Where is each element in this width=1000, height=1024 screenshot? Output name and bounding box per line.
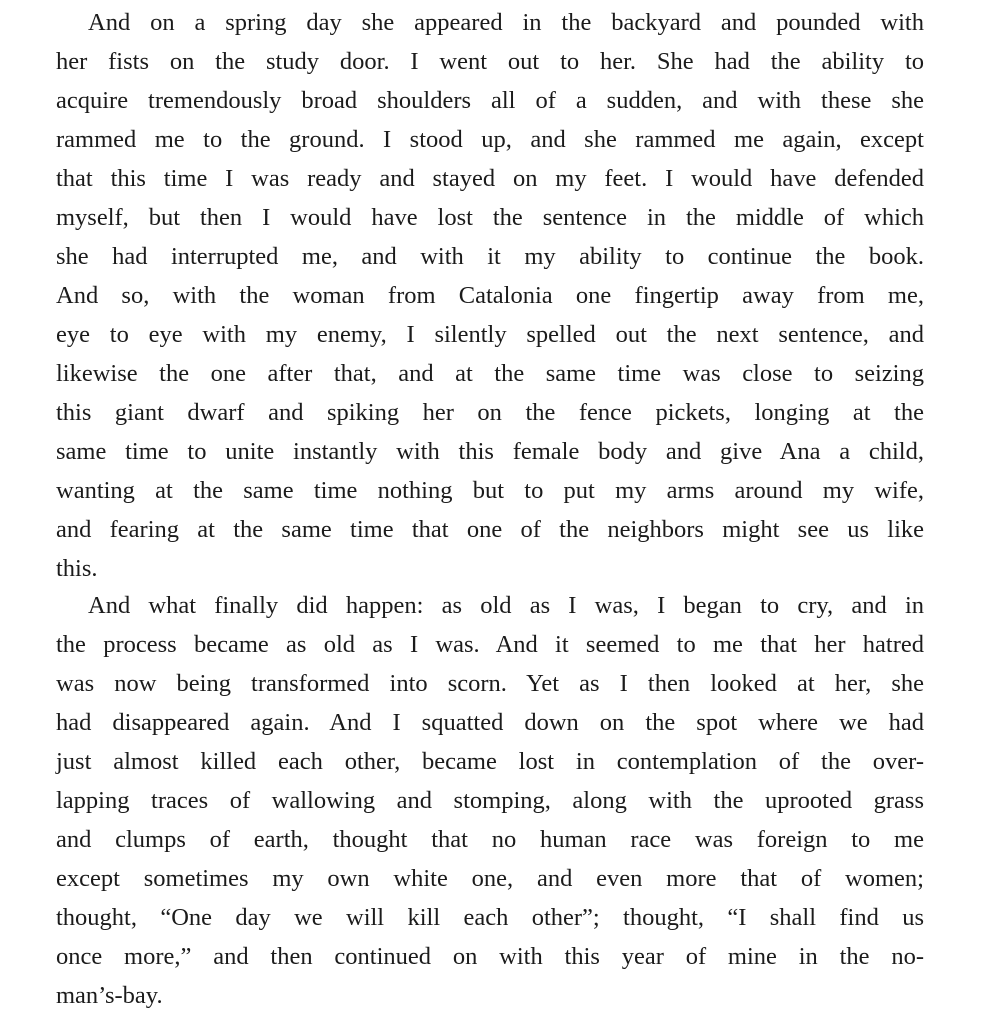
text-line: And what finally did happen: as old as I was, I began to cry, and in <box>88 592 924 619</box>
text-line: that this time I was ready and stayed on my feet. I would have defended <box>56 165 924 192</box>
text-line: man’s-bay. <box>56 982 163 1009</box>
text-line: had disappeared again. And I squatted down on the spot where we had <box>56 709 924 736</box>
text-line: except sometimes my own white one, and even more that of women; <box>56 865 924 892</box>
cut-off-next-line <box>88 1014 924 1024</box>
text-line: this. <box>56 555 98 582</box>
text-line: And so, with the woman from Catalonia one fingertip away from me, <box>56 282 924 309</box>
cut-off-previous-line <box>56 0 924 4</box>
text-line: this giant dwarf and spiking her on the fence pickets, longing at the <box>56 399 924 426</box>
text-line: the process became as old as I was. And it seemed to me that her hatred <box>56 631 924 658</box>
text-line: rammed me to the ground. I stood up, and she rammed me again, except <box>56 126 924 153</box>
text-line: same time to unite instantly with this female body and give Ana a child, <box>56 438 924 465</box>
text-line: thought, “One day we will kill each other”; thought, “I shall find us <box>56 904 924 931</box>
text-line: her fists on the study door. I went out to her. She had the ability to <box>56 48 924 75</box>
text-line: once more,” and then continued on with this year of mine in the no- <box>56 943 924 970</box>
text-line: And on a spring day she appeared in the backyard and pounded with <box>88 9 924 36</box>
text-line: and clumps of earth, thought that no human race was foreign to me <box>56 826 924 853</box>
text-line: myself, but then I would have lost the sentence in the middle of which <box>56 204 924 231</box>
text-line: lapping traces of wallowing and stomping, along with the uprooted grass <box>56 787 924 814</box>
text-line: she had interrupted me, and with it my ability to continue the book. <box>56 243 924 270</box>
text-line: just almost killed each other, became lost in contemplation of the over- <box>56 748 924 775</box>
text-line: acquire tremendously broad shoulders all of a sudden, and with these she <box>56 87 924 114</box>
text-line: was now being transformed into scorn. Yet as I then looked at her, she <box>56 670 924 697</box>
text-line: likewise the one after that, and at the same time was close to seizing <box>56 360 924 387</box>
text-line: eye to eye with my enemy, I silently spelled out the next sentence, and <box>56 321 924 348</box>
text-line: wanting at the same time nothing but to put my arms around my wife, <box>56 477 924 504</box>
text-line: and fearing at the same time that one of the neighbors might see us like <box>56 516 924 543</box>
